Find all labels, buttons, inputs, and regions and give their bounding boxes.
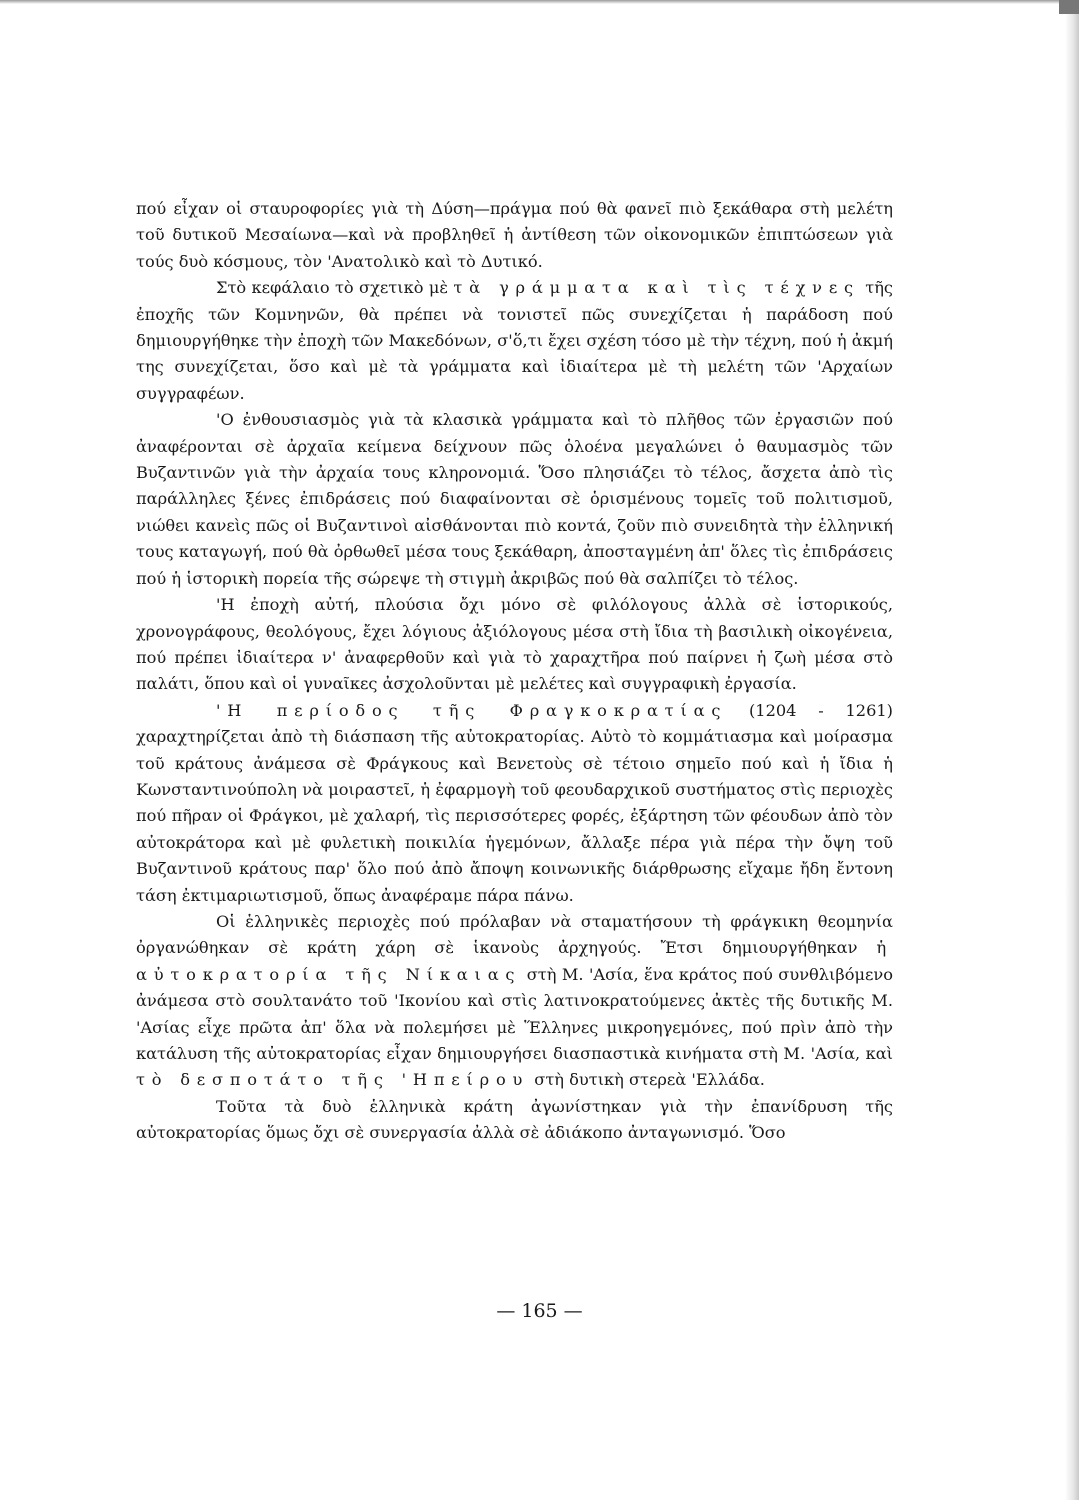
spaced-emphasis-arts: τὰ γράμματα καὶ τὶς τέχνες xyxy=(453,278,860,298)
paragraph-1: πού εἶχαν οἱ σταυροφορίες γιὰ τὴ Δύση—πράγμα πού θὰ φανεῖ πιὸ ξεκάθαρα στὴ μελέτη τοῦ δυτικοῦ Μεσαίωνα—καὶ νὰ προβληθεῖ ἡ ἀντίθεση τῶν οἰκονομικῶν ἐπιπτώσεων γιὰ τούς δυὸ κόσμους, τὸν 'Ανατολικὸ καὶ τὸ Δυτικό. xyxy=(136,199,893,271)
page-right-edge xyxy=(1065,0,1079,1500)
body-text xyxy=(136,196,893,1147)
paragraph-6 xyxy=(136,909,893,1094)
page-number: — 165 — xyxy=(496,1300,583,1322)
page-top-edge xyxy=(0,0,1079,4)
spaced-emphasis-nicaea: ἡ αὐτοκρατορία τῆς Νίκαιας xyxy=(136,938,893,984)
spaced-emphasis-epirus: τὸ δεσποτάτο τῆς 'Ηπείρου xyxy=(136,1070,530,1090)
paragraph-3: 'Ο ἐνθουσιασμὸς γιὰ τὰ κλασικὰ γράμματα καὶ τὸ πλῆθος τῶν ἐργασιῶν πού ἀναφέρονται σὲ ἀρχαῖα κείμενα δείχνουν πῶς ὁλοένα μεγαλώνει ὁ θαυμασμὸς τῶν Βυζαντινῶν γιὰ τὴν ἀρχαία τους κληρονομιά. Ὅσο πλησιάζει τὸ τέλος, ἄσχετα ἀπὸ τὶς παράλληλες ξένες ἐπιδράσεις πού διαφαίνονται σὲ ὁρισμένους τομεῖς τοῦ πολιτισμοῦ, νιώθει κανεὶς πῶς οἱ Βυζαντινοὶ αἰσθάνονται πιὸ κοντά, ζοῦν πιὸ συνειδητὰ τὴν ἑλληνική τους καταγωγή, πού θὰ ὀρθωθεῖ μέσα τους ξεκάθαρη, ἀποσταγμένη ἀπ' ὅλες τὶς ἐπιδράσεις πού ἡ ἱστορικὴ πορεία τῆς σώρεψε τὴ στιγμὴ ἀκριβῶς πού θὰ σαλπίζει τὸ τέλος. xyxy=(136,410,893,588)
paragraph-5 xyxy=(136,698,893,909)
spaced-emphasis-frankish-period: 'Η περίοδος τῆς Φραγκοκρατίας xyxy=(216,700,728,720)
paragraph-6-middle: στὴ Μ. 'Ασία, ἕνα κράτος πού συνθλιβόμενο ἀνάμεσα στὸ σουλτανάτο τοῦ 'Ικονίου καὶ στὶς λατινοκρατούμενες ἀκτὲς τῆς δυτικῆς Μ. 'Ασίας εἶχε πρῶτα ἀπ' ὅλα νὰ πολεμήσει μὲ Ἕλληνες μικροηγεμόνες, πού πρὶν ἀπὸ τὴν κατάλυση τῆς αὐτοκρατορίας εἶχαν δημιουργήσει διασπαστικὰ κινήματα στὴ Μ. 'Ασία, καὶ xyxy=(136,964,893,1063)
paragraph-6-rest: στὴ δυτικὴ στερεὰ 'Ελλάδα. xyxy=(529,1070,765,1090)
paragraph-4: 'Η ἐποχὴ αὐτή, πλούσια ὄχι μόνο σὲ φιλόλογους ἀλλὰ σὲ ἱστορικούς, χρονογράφους, θεολόγους, ἔχει λόγιους ἀξιόλογους μέσα στὴ ἴδια τὴ βασιλικὴ οἰκογένεια, πού πρέπει ἰδιαίτερα ν' ἀναφερθοῦν καὶ γιὰ τὸ χαραχτῆρα πού παίρνει ἡ ζωὴ μέσα στὸ παλάτι, ὅπου καὶ οἱ γυναῖκες ἀσχολοῦνται μὲ μελέτες καὶ συγγραφικὴ ἐργασία. xyxy=(136,595,893,694)
page-corner-shadow xyxy=(1059,0,1079,14)
paragraph-5-rest: (1204 - 1261) χαραχτηρίζεται ἀπὸ τὴ διάσπαση τῆς αὐτοκρατορίας. Αὐτὸ τὸ κομμάτιασμα καὶ μοίρασμα τοῦ κράτους ἀνάμεσα σὲ Φράγκους καὶ Βενετοὺς σὲ τέτοιο σημεῖο πού καὶ ἡ ἴδια ἡ Κωνσταντινούπολη νὰ μοιραστεῖ, ἡ ἐφαρμογὴ τοῦ φεουδαρχικοῦ συστήματος στὶς περιοχὲς πού πῆραν οἱ Φράγκοι, μὲ χαλαρή, τὶς περισσότερες φορές, ἐξάρτηση τῶν φέουδων ἀπὸ τὸν αὐτοκράτορα καὶ μὲ φυλετικὴ ποικιλία ἡγεμόνων, ἄλλαξε πέρα γιὰ πέρα τὴν ὄψη τοῦ Βυζαντινοῦ κράτους παρ' ὅλο πού ἀπὸ ἄποψη κοινωνικῆς διάρθρωσης εἴχαμε ἤδη ἔντονη τάση ἐκτιμαριωτισμοῦ, ὅπως ἀναφέραμε πάρα πάνω. xyxy=(136,700,893,905)
paragraph-2-lead: Στὸ κεφάλαιο τὸ σχετικὸ μὲ xyxy=(216,278,454,298)
paragraph-6-lead: Οἱ ἑλληνικὲς περιοχὲς πού πρόλαβαν νὰ σταματήσουν τὴ φράγκικη θεομηνία ὀργανώθηκαν σὲ κράτη χάρη σὲ ἱκανοὺς ἀρχηγούς. Ἔτσι δημιουργήθηκαν xyxy=(136,911,893,958)
paragraph-2 xyxy=(136,275,893,407)
paragraph-7: Τοῦτα τὰ δυὸ ἑλληνικὰ κράτη ἀγωνίστηκαν γιὰ τὴν ἐπανίδρυση τῆς αὐτοκρατορίας ὅμως ὄχι σὲ συνεργασία ἀλλὰ σὲ ἀδιάκοπο ἀνταγωνισμό. Ὅσο xyxy=(136,1096,893,1143)
paragraph-2-rest: τῆς ἐποχῆς τῶν Κομνηνῶν, θὰ πρέπει νὰ τονιστεῖ πῶς συνεχίζεται ἡ παράδοση πού δημιουργήθηκε τὴν ἐποχὴ τῶν Μακεδόνων, σ'ὅ,τι ἔχει σχέση τόσο μὲ τὴν τέχνη, πού ἡ ἀκμή της συνεχίζεται, ὅσο καὶ μὲ τὰ γράμματα καὶ ἰδιαίτερα μὲ τὴ μελέτη τῶν 'Αρχαίων συγγραφέων. xyxy=(136,278,894,403)
